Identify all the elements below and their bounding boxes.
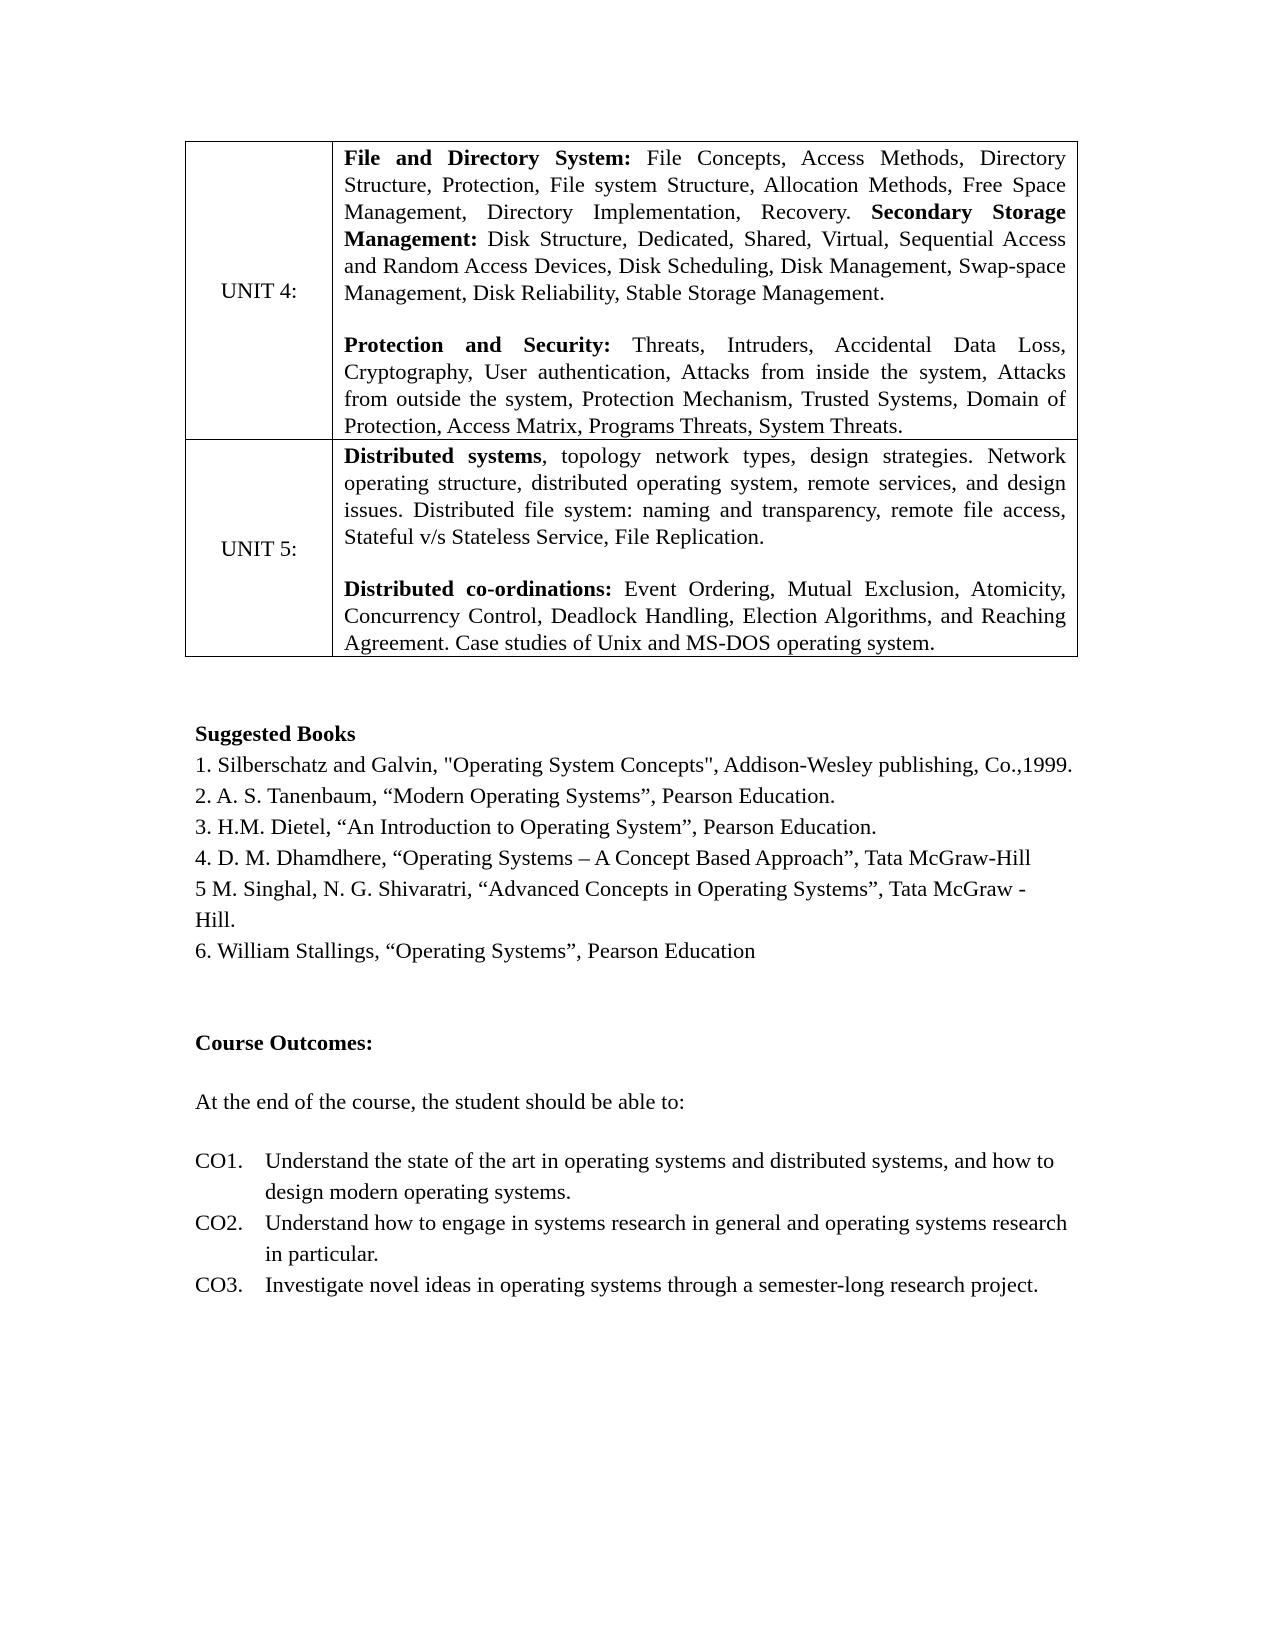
outcome-text: Understand how to engage in systems research in general and operating systems research in particular. [265,1210,1068,1266]
unit-row [186,440,1078,657]
unit-label: UNIT 4: [186,142,333,440]
unit-paragraph [344,144,1066,306]
topic-text: Event Ordering, Mutual Exclusion, Atomicity, Concurrency Control, Deadlock Handling, Election Algorithms, and Reaching Agreement. Case studies of Unix and MS-DOS operating system. [344,576,1066,655]
outcome-number: CO2. [195,1210,244,1235]
outcome-number: CO3. [195,1272,244,1297]
topic-text: Disk Structure, Dedicated, Shared, Virtual, Sequential Access and Random Access Devices, Disk Scheduling, Disk Management, Swap-space Management, Disk Reliability, Stable Storage Management. [344,226,1066,305]
unit-paragraph [344,442,1066,550]
unit-label: UNIT 5: [186,440,333,657]
unit-content [333,440,1078,657]
unit-paragraph [344,331,1066,439]
book-item: 2. A. S. Tanenbaum, “Modern Operating Systems”, Pearson Education. [195,783,836,808]
outcomes-list [195,1145,1078,1300]
suggested-books [195,718,1078,966]
book-item: 1. Silberschatz and Galvin, "Operating System Concepts", Addison-Wesley publishing, Co.,1999. [195,752,1073,777]
unit-paragraph [344,575,1066,656]
topic-heading: Distributed co-ordinations: [344,576,613,601]
book-item: 3. H.M. Dietel, “An Introduction to Operating System”, Pearson Education. [195,814,877,839]
unit-content [333,142,1078,440]
outcomes-intro: At the end of the course, the student should be able to: [195,1089,685,1114]
outcome-item [195,1145,1078,1207]
unit-row [186,142,1078,440]
topic-heading: Protection and Security: [344,332,611,357]
book-item: 5 M. Singhal, N. G. Shivaratri, “Advanced Concepts in Operating Systems”, Tata McGraw -Hill. [195,876,1026,932]
books-heading: Suggested Books [195,721,356,746]
outcome-text: Understand the state of the art in operating systems and distributed systems, and how to design modern operating systems. [265,1148,1055,1204]
book-item: 6. William Stallings, “Operating Systems”, Pearson Education [195,938,756,963]
outcome-item [195,1269,1078,1300]
topic-text: , topology network types, design strategies. Network operating structure, distributed operating system, remote services, and design issues. Distributed file system: naming and transparency, remote file access, Stateful v/s Stateless Service, File Replication. [344,443,1067,549]
syllabus-table [185,141,1078,657]
topic-heading: Distributed systems [344,443,542,468]
outcome-item [195,1207,1078,1269]
outcome-number: CO1. [195,1148,244,1173]
topic-text: File Concepts, Access Methods, Directory Structure, Protection, File system Structure, Allocation Methods, Free Space Management, Directory Implementation, Recovery. [344,145,1066,224]
topic-heading: Secondary Storage Management: [344,199,1067,251]
topic-text: Threats, Intruders, Accidental Data Loss, Cryptography, User authentication, Attacks from inside the system, Attacks from outside the system, Protection Mechanism, Trusted Systems, Domain of Protection, Access Matrix, Programs Threats, System Threats. [344,332,1066,438]
outcomes-heading: Course Outcomes: [195,1030,374,1055]
book-item: 4. D. M. Dhamdhere, “Operating Systems – A Concept Based Approach”, Tata McGraw-Hill [195,845,1031,870]
outcome-text: Investigate novel ideas in operating systems through a semester-long research project. [265,1272,1039,1297]
topic-heading: File and Directory System: [344,145,632,170]
